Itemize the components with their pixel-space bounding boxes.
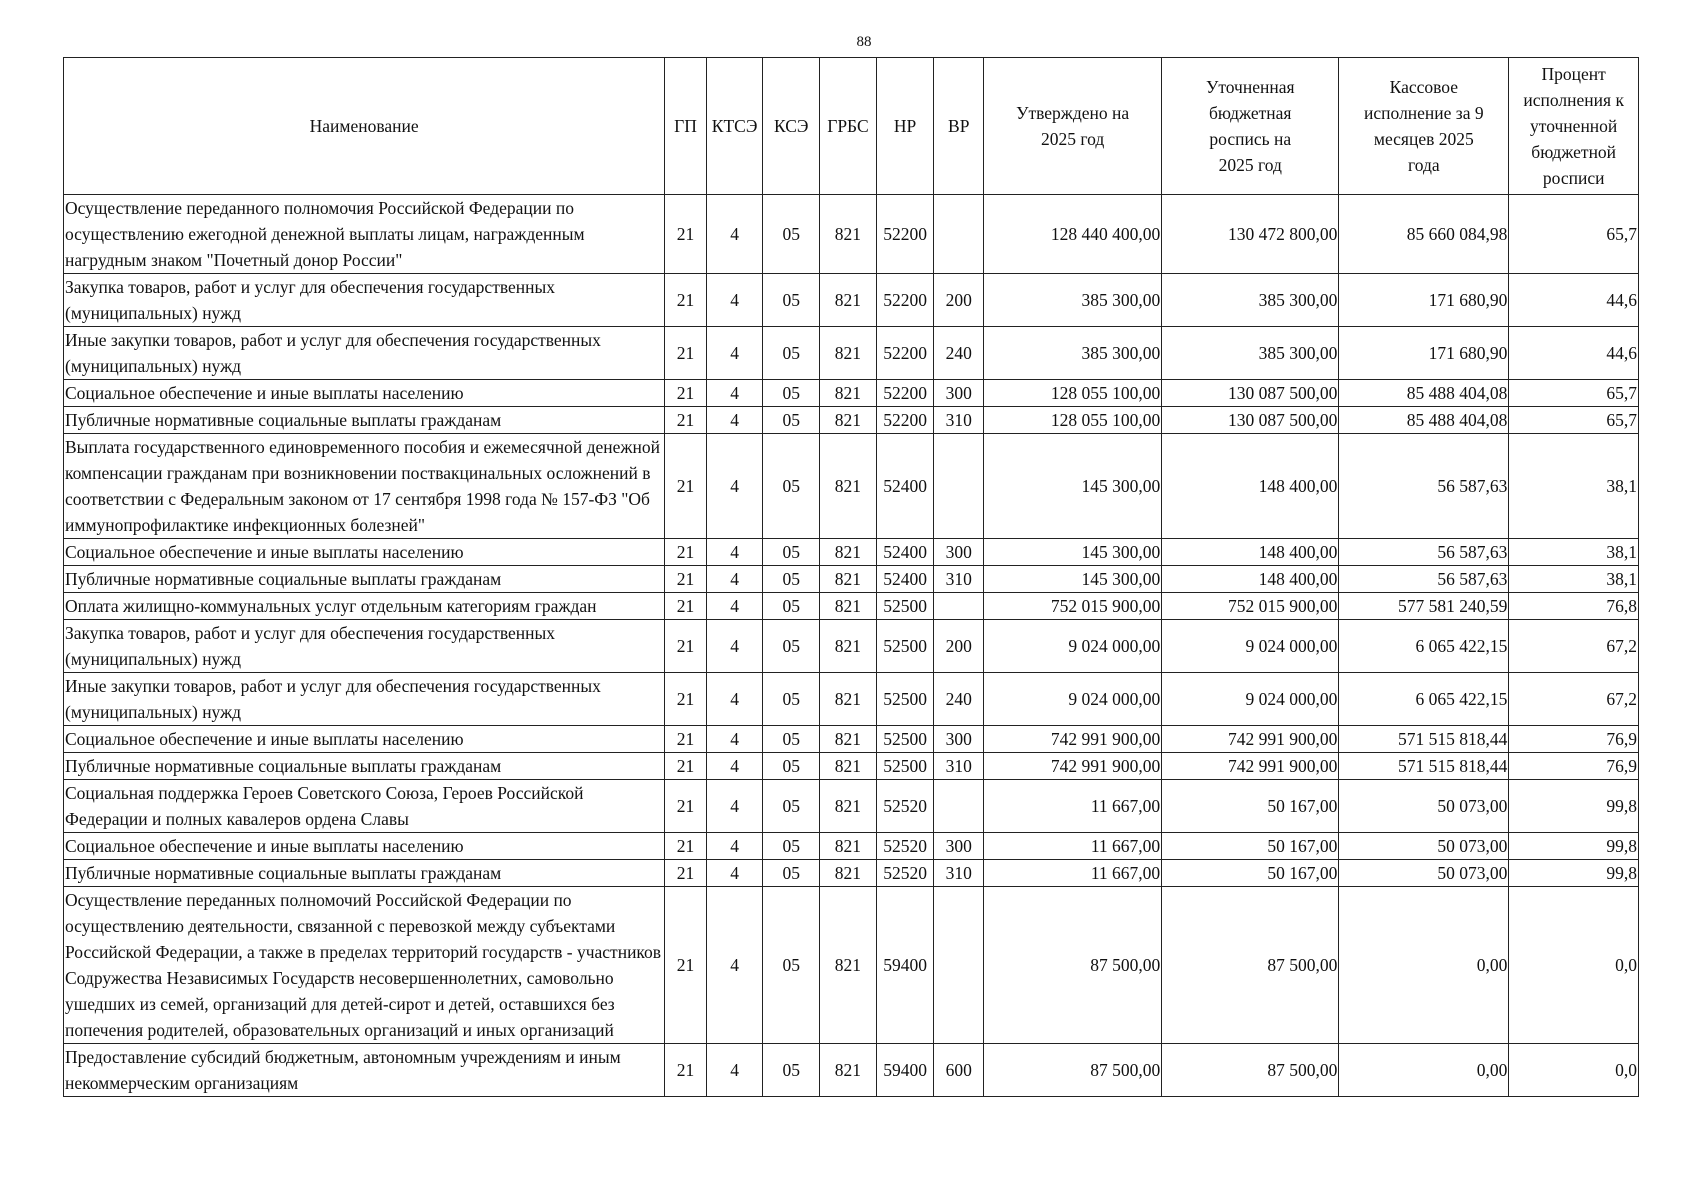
cell-ktse: 4 (706, 780, 763, 833)
table-row (64, 780, 1639, 833)
cell-vr (934, 195, 984, 274)
cell-gp: 21 (665, 860, 707, 887)
col-header-percent: Процент исполнения к уточненной бюджетной росписи (1509, 58, 1639, 195)
cell-refined: 148 400,00 (1162, 566, 1339, 593)
cell-refined: 742 991 900,00 (1162, 726, 1339, 753)
cell-kse: 05 (763, 833, 820, 860)
cell-vr: 300 (934, 726, 984, 753)
cell-executed: 85 660 084,98 (1339, 195, 1509, 274)
col-header-gp: ГП (665, 58, 707, 195)
cell-executed: 171 680,90 (1339, 274, 1509, 327)
cell-grbs: 821 (820, 327, 877, 380)
col-header-executed: Кассовое исполнение за 9 месяцев 2025 года (1339, 58, 1509, 195)
cell-kse: 05 (763, 539, 820, 566)
cell-percent: 67,2 (1509, 620, 1639, 673)
cell-name: Социальное обеспечение и иные выплаты населению (64, 726, 665, 753)
cell-kse: 05 (763, 1044, 820, 1097)
cell-name: Осуществление переданного полномочия Российской Федерации по осуществлению ежегодной денежной выплаты лицам, награжденным нагрудным знаком "Почетный донор России" (64, 195, 665, 274)
cell-refined: 130 087 500,00 (1162, 380, 1339, 407)
cell-kse: 05 (763, 327, 820, 380)
cell-grbs: 821 (820, 620, 877, 673)
cell-ktse: 4 (706, 434, 763, 539)
cell-name: Социальное обеспечение и иные выплаты населению (64, 380, 665, 407)
cell-kse: 05 (763, 620, 820, 673)
cell-refined: 87 500,00 (1162, 1044, 1339, 1097)
cell-approved: 742 991 900,00 (984, 726, 1162, 753)
cell-gp: 21 (665, 434, 707, 539)
cell-name: Публичные нормативные социальные выплаты гражданам (64, 753, 665, 780)
table-row (64, 887, 1639, 1044)
cell-name: Социальное обеспечение и иные выплаты населению (64, 833, 665, 860)
cell-vr: 200 (934, 620, 984, 673)
cell-grbs: 821 (820, 274, 877, 327)
cell-approved: 145 300,00 (984, 434, 1162, 539)
cell-refined: 385 300,00 (1162, 327, 1339, 380)
table-row (64, 380, 1639, 407)
cell-executed: 171 680,90 (1339, 327, 1509, 380)
cell-kse: 05 (763, 753, 820, 780)
cell-name: Закупка товаров, работ и услуг для обеспечения государственных (муниципальных) нужд (64, 274, 665, 327)
cell-kse: 05 (763, 726, 820, 753)
cell-gp: 21 (665, 195, 707, 274)
cell-grbs: 821 (820, 860, 877, 887)
cell-vr: 240 (934, 673, 984, 726)
col-header-refined: Уточненная бюджетная роспись на 2025 год (1162, 58, 1339, 195)
cell-percent: 99,8 (1509, 833, 1639, 860)
cell-gp: 21 (665, 833, 707, 860)
cell-approved: 11 667,00 (984, 833, 1162, 860)
cell-approved: 145 300,00 (984, 539, 1162, 566)
cell-approved: 752 015 900,00 (984, 593, 1162, 620)
col-header-kse: КСЭ (763, 58, 820, 195)
cell-name: Социальное обеспечение и иные выплаты населению (64, 539, 665, 566)
cell-ktse: 4 (706, 887, 763, 1044)
cell-name: Оплата жилищно-коммунальных услуг отдельным категориям граждан (64, 593, 665, 620)
cell-approved: 128 440 400,00 (984, 195, 1162, 274)
table-row (64, 407, 1639, 434)
cell-executed: 50 073,00 (1339, 860, 1509, 887)
cell-ktse: 4 (706, 274, 763, 327)
table-row (64, 434, 1639, 539)
cell-refined: 148 400,00 (1162, 434, 1339, 539)
cell-percent: 38,1 (1509, 434, 1639, 539)
table-body (64, 195, 1639, 1097)
cell-kse: 05 (763, 887, 820, 1044)
cell-approved: 9 024 000,00 (984, 620, 1162, 673)
cell-executed: 50 073,00 (1339, 833, 1509, 860)
cell-percent: 65,7 (1509, 407, 1639, 434)
cell-grbs: 821 (820, 673, 877, 726)
col-header-name: Наименование (64, 58, 665, 195)
cell-kse: 05 (763, 434, 820, 539)
cell-refined: 130 472 800,00 (1162, 195, 1339, 274)
cell-ktse: 4 (706, 327, 763, 380)
cell-grbs: 821 (820, 726, 877, 753)
cell-refined: 130 087 500,00 (1162, 407, 1339, 434)
page-number: 88 (856, 34, 872, 50)
cell-kse: 05 (763, 407, 820, 434)
cell-np: 52400 (876, 566, 934, 593)
cell-name: Закупка товаров, работ и услуг для обеспечения государственных (муниципальных) нужд (64, 620, 665, 673)
cell-gp: 21 (665, 1044, 707, 1097)
cell-executed: 577 581 240,59 (1339, 593, 1509, 620)
cell-approved: 742 991 900,00 (984, 753, 1162, 780)
table-row (64, 753, 1639, 780)
cell-percent: 76,8 (1509, 593, 1639, 620)
cell-executed: 85 488 404,08 (1339, 380, 1509, 407)
cell-percent: 44,6 (1509, 274, 1639, 327)
cell-vr (934, 593, 984, 620)
cell-grbs: 821 (820, 833, 877, 860)
cell-executed: 6 065 422,15 (1339, 620, 1509, 673)
cell-ktse: 4 (706, 726, 763, 753)
cell-approved: 128 055 100,00 (984, 380, 1162, 407)
cell-percent: 99,8 (1509, 860, 1639, 887)
cell-percent: 65,7 (1509, 380, 1639, 407)
cell-vr: 300 (934, 380, 984, 407)
cell-refined: 87 500,00 (1162, 887, 1339, 1044)
cell-refined: 9 024 000,00 (1162, 673, 1339, 726)
cell-executed: 0,00 (1339, 1044, 1509, 1097)
cell-ktse: 4 (706, 195, 763, 274)
cell-refined: 9 024 000,00 (1162, 620, 1339, 673)
cell-vr: 240 (934, 327, 984, 380)
cell-percent: 99,8 (1509, 780, 1639, 833)
cell-executed: 85 488 404,08 (1339, 407, 1509, 434)
cell-np: 52520 (876, 780, 934, 833)
cell-np: 59400 (876, 1044, 934, 1097)
col-header-vr: ВР (934, 58, 984, 195)
col-header-approved: Утверждено на 2025 год (984, 58, 1162, 195)
cell-executed: 571 515 818,44 (1339, 753, 1509, 780)
cell-name: Публичные нормативные социальные выплаты гражданам (64, 860, 665, 887)
cell-approved: 87 500,00 (984, 887, 1162, 1044)
cell-executed: 56 587,63 (1339, 434, 1509, 539)
cell-gp: 21 (665, 753, 707, 780)
cell-ktse: 4 (706, 833, 763, 860)
cell-gp: 21 (665, 593, 707, 620)
table-row (64, 726, 1639, 753)
cell-vr: 310 (934, 860, 984, 887)
cell-ktse: 4 (706, 860, 763, 887)
table-row (64, 833, 1639, 860)
cell-gp: 21 (665, 380, 707, 407)
cell-refined: 148 400,00 (1162, 539, 1339, 566)
cell-grbs: 821 (820, 434, 877, 539)
cell-name: Публичные нормативные социальные выплаты гражданам (64, 566, 665, 593)
cell-np: 52500 (876, 726, 934, 753)
cell-ktse: 4 (706, 380, 763, 407)
cell-kse: 05 (763, 566, 820, 593)
cell-kse: 05 (763, 380, 820, 407)
cell-executed: 0,00 (1339, 887, 1509, 1044)
cell-approved: 9 024 000,00 (984, 673, 1162, 726)
cell-gp: 21 (665, 407, 707, 434)
cell-approved: 128 055 100,00 (984, 407, 1162, 434)
cell-vr: 300 (934, 833, 984, 860)
cell-ktse: 4 (706, 753, 763, 780)
cell-refined: 752 015 900,00 (1162, 593, 1339, 620)
cell-grbs: 821 (820, 566, 877, 593)
cell-percent: 76,9 (1509, 753, 1639, 780)
cell-np: 52520 (876, 860, 934, 887)
cell-np: 59400 (876, 887, 934, 1044)
table-row (64, 620, 1639, 673)
cell-gp: 21 (665, 327, 707, 380)
cell-approved: 11 667,00 (984, 860, 1162, 887)
cell-gp: 21 (665, 673, 707, 726)
cell-np: 52500 (876, 620, 934, 673)
cell-gp: 21 (665, 620, 707, 673)
cell-kse: 05 (763, 673, 820, 726)
cell-np: 52500 (876, 753, 934, 780)
col-header-np: НР (876, 58, 934, 195)
cell-kse: 05 (763, 593, 820, 620)
cell-vr: 200 (934, 274, 984, 327)
cell-np: 52200 (876, 274, 934, 327)
cell-np: 52400 (876, 539, 934, 566)
cell-grbs: 821 (820, 195, 877, 274)
cell-ktse: 4 (706, 1044, 763, 1097)
cell-grbs: 821 (820, 780, 877, 833)
cell-np: 52200 (876, 195, 934, 274)
cell-approved: 385 300,00 (984, 327, 1162, 380)
table-row (64, 327, 1639, 380)
table-row (64, 539, 1639, 566)
cell-percent: 0,0 (1509, 887, 1639, 1044)
cell-name: Осуществление переданных полномочий Российской Федерации по осуществлению деятельности, связанной с перевозкой между субъектами Российской Федерации, а также в пределах территорий государств - участников Содружества Независимых Государств несовершеннолетних, самовольно ушедших из семей, организаций для детей-сирот и детей, оставшихся без попечения родителей, образовательных организаций и иных организаций (64, 887, 665, 1044)
header-row (64, 58, 1639, 195)
budget-table (63, 57, 1639, 1097)
cell-vr: 300 (934, 539, 984, 566)
cell-approved: 145 300,00 (984, 566, 1162, 593)
cell-name: Иные закупки товаров, работ и услуг для обеспечения государственных (муниципальных) нужд (64, 327, 665, 380)
cell-percent: 44,6 (1509, 327, 1639, 380)
cell-gp: 21 (665, 887, 707, 1044)
cell-executed: 56 587,63 (1339, 566, 1509, 593)
cell-gp: 21 (665, 539, 707, 566)
cell-kse: 05 (763, 780, 820, 833)
cell-executed: 6 065 422,15 (1339, 673, 1509, 726)
table-row (64, 1044, 1639, 1097)
cell-grbs: 821 (820, 593, 877, 620)
cell-np: 52400 (876, 434, 934, 539)
table-row (64, 593, 1639, 620)
cell-grbs: 821 (820, 753, 877, 780)
cell-grbs: 821 (820, 1044, 877, 1097)
cell-vr (934, 887, 984, 1044)
cell-ktse: 4 (706, 673, 763, 726)
cell-vr (934, 780, 984, 833)
cell-approved: 385 300,00 (984, 274, 1162, 327)
cell-name: Социальная поддержка Героев Советского Союза, Героев Российской Федерации и полных кавалеров ордена Славы (64, 780, 665, 833)
cell-refined: 385 300,00 (1162, 274, 1339, 327)
cell-vr: 310 (934, 407, 984, 434)
cell-percent: 65,7 (1509, 195, 1639, 274)
cell-refined: 50 167,00 (1162, 780, 1339, 833)
col-header-grbs: ГРБС (820, 58, 877, 195)
cell-approved: 87 500,00 (984, 1044, 1162, 1097)
cell-refined: 742 991 900,00 (1162, 753, 1339, 780)
cell-vr: 600 (934, 1044, 984, 1097)
cell-refined: 50 167,00 (1162, 833, 1339, 860)
cell-np: 52200 (876, 380, 934, 407)
cell-kse: 05 (763, 195, 820, 274)
cell-name: Публичные нормативные социальные выплаты гражданам (64, 407, 665, 434)
cell-approved: 11 667,00 (984, 780, 1162, 833)
cell-ktse: 4 (706, 566, 763, 593)
cell-executed: 571 515 818,44 (1339, 726, 1509, 753)
table-row (64, 673, 1639, 726)
cell-refined: 50 167,00 (1162, 860, 1339, 887)
cell-grbs: 821 (820, 380, 877, 407)
cell-gp: 21 (665, 566, 707, 593)
cell-name: Предоставление субсидий бюджетным, автономным учреждениям и иным некоммерческим организациям (64, 1044, 665, 1097)
cell-ktse: 4 (706, 620, 763, 673)
cell-vr (934, 434, 984, 539)
cell-np: 52500 (876, 673, 934, 726)
cell-ktse: 4 (706, 539, 763, 566)
cell-gp: 21 (665, 726, 707, 753)
cell-ktse: 4 (706, 407, 763, 434)
cell-ktse: 4 (706, 593, 763, 620)
cell-grbs: 821 (820, 407, 877, 434)
cell-percent: 38,1 (1509, 539, 1639, 566)
cell-name: Иные закупки товаров, работ и услуг для обеспечения государственных (муниципальных) нужд (64, 673, 665, 726)
cell-np: 52200 (876, 327, 934, 380)
table-row (64, 274, 1639, 327)
cell-executed: 56 587,63 (1339, 539, 1509, 566)
cell-np: 52520 (876, 833, 934, 860)
cell-kse: 05 (763, 274, 820, 327)
table-row (64, 566, 1639, 593)
cell-grbs: 821 (820, 539, 877, 566)
table-row (64, 195, 1639, 274)
cell-np: 52500 (876, 593, 934, 620)
cell-vr: 310 (934, 753, 984, 780)
cell-gp: 21 (665, 274, 707, 327)
cell-vr: 310 (934, 566, 984, 593)
cell-executed: 50 073,00 (1339, 780, 1509, 833)
col-header-ktse: КТСЭ (706, 58, 763, 195)
cell-percent: 76,9 (1509, 726, 1639, 753)
cell-percent: 38,1 (1509, 566, 1639, 593)
cell-name: Выплата государственного единовременного пособия и ежемесячной денежной компенсации гражданам при возникновении поствакцинальных осложнений в соответствии с Федеральным законом от 17 сентября 1998 года № 157-ФЗ "Об иммунопрофилактике инфекционных болезней" (64, 434, 665, 539)
cell-grbs: 821 (820, 887, 877, 1044)
cell-percent: 67,2 (1509, 673, 1639, 726)
cell-percent: 0,0 (1509, 1044, 1639, 1097)
cell-kse: 05 (763, 860, 820, 887)
cell-gp: 21 (665, 780, 707, 833)
table-row (64, 860, 1639, 887)
cell-np: 52200 (876, 407, 934, 434)
